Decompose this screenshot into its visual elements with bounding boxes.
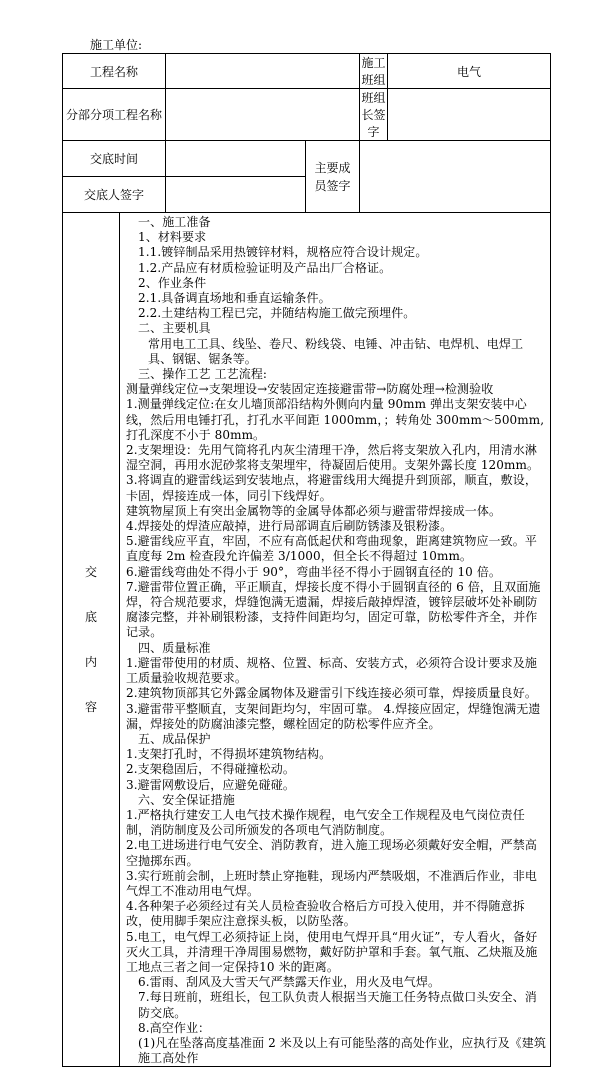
leader-sign-label: 班组长签字	[360, 89, 388, 141]
content-line: 4.各种架子必须经过有关人员检查验收合格后方可投入使用，并不得随意拆改，使用脚手架应注意探头板，以防坠落。	[126, 899, 525, 929]
content-line: 1.支架打孔时，不得损坏建筑物结构。	[126, 747, 332, 762]
content-line: 三、操作工艺 工艺流程:	[138, 367, 268, 382]
content-line: 1.严格执行建安工人电气技术操作规程，电气安全工作规程及电气岗位责任制，消防制度及公司所颁发的各项电气消防制度。	[126, 807, 525, 838]
subproject-label: 分部分项工程名称	[63, 89, 166, 141]
leader-sign-value[interactable]	[388, 89, 551, 141]
content-line: 3.实行班前会制，上班时禁止穿拖鞋，现场内严禁吸烟，不准酒后作业，非电气焊工不准动用电气焊。	[126, 868, 537, 898]
content-side-label	[63, 213, 120, 1067]
content-line: 四、质量标准	[138, 640, 211, 655]
side-char-4: 容	[84, 699, 97, 714]
content-line: 2.支架埋设：先用气筒将孔内灰尘清理干净，然后将支架放入孔内，用清水淋湿空洞，再用水泥砂浆将支架埋牢，待凝固后使用。支架外露长度 120mm。	[126, 443, 540, 473]
content-line: 1、材料要求	[138, 230, 207, 245]
content-line: 2.支架稳固后，不得碰撞松动。	[126, 762, 295, 777]
content-line: 五、成品保护	[138, 731, 211, 746]
content-line: 3.避雷网敷设后，应避免碰碰。	[126, 777, 295, 792]
content-line: 5.电工，电气焊工必须持证上岗，使用电气焊开具“用火证”，专人看火，备好灭火工具，并清理干净周围易燃物，戴好防护罩和手套。氧气瓶、乙炔瓶及施工地点三者之间一定保持10 米的距离。	[126, 929, 538, 974]
handover-time-label: 交底时间	[63, 141, 166, 177]
content-line: 六、安全保证措施	[138, 792, 235, 807]
content-line: 2.1.具备调直场地和垂直运输条件。	[138, 291, 331, 306]
content-line: 2.2.土建结构工程已完，并随结构施工做完预埋件。	[138, 306, 416, 321]
content-line: 1.测量弹线定位:在女儿墙顶部沿结构外侧向内量 90mm 弹出支架安装中心线，然后用电锤打孔，打孔水平间距 1000mm，；转角处 300mm～500mm,打孔深度不小于 80mm。	[126, 397, 545, 442]
content-line: 3.避雷带平整顺直，支架间距均匀，牢固可靠。 4.焊接应固定，焊缝饱满无遗漏，焊接处的防腐油漆完整，螺栓固定的防松零件应齐全。	[126, 701, 541, 731]
content-line: 2.电工进场进行电气安全、消防教育，进入施工现场必须戴好安全帽，严禁高空抛掷东西。	[126, 838, 537, 868]
handover-content	[120, 213, 551, 1067]
content-line: 2、作业条件	[138, 275, 207, 290]
content-line: 二、主要机具	[138, 321, 211, 336]
side-char-3: 内	[84, 654, 97, 669]
content-line: 4.焊接处的焊渣应敲掉，进行局部调直后刷防锈漆及银粉漆。	[126, 519, 453, 534]
handover-person-value[interactable]	[166, 177, 306, 213]
construction-unit-label: 施工单位:	[90, 38, 143, 52]
main-members-value[interactable]	[360, 141, 551, 213]
content-line: 8.高空作业：	[138, 1020, 211, 1035]
content-line: 建筑物屋顶上有突出金属物等的金属导体都必须与避雷带焊接成一体。	[126, 503, 502, 518]
content-line: 3.将调直的避雷线运到安装地点，将避雷线用大绳提升到顶部，顺直，敷设，卡固，焊接连成一体，同引下线焊好。	[126, 473, 537, 503]
content-line: 7.避雷带位置正确，平正顺直，焊接长度不得小于圆钢直径的 6 倍，且双面施焊，符合规范要求，焊缝饱满无遗漏，焊接后敲掉焊渣，镀锌层破坏处补刷防腐漆完整，并补刷银粉漆，支持件间距均匀，固定可靠，防松零件齐全，并作记录。	[126, 579, 541, 640]
content-line: 测量弹线定位→支架埋设→安装固定连接避雷带→防腐处理→检测验收	[126, 382, 494, 397]
project-name-label: 工程名称	[63, 54, 166, 89]
content-line: 一、施工准备	[138, 215, 211, 229]
content-line: 1.1.镀锌制品采用热镀锌材料，规格应符合设计规定。	[138, 245, 428, 260]
content-line: 1.2.产品应有材质检验证明及产品出厂合格证。	[138, 260, 392, 275]
content-line: 6.避雷线弯曲处不得小于 90°，弯曲半径不得小于圆钢直径的 10 倍。	[126, 564, 502, 579]
handover-form	[62, 53, 551, 1067]
handover-person-label: 交底人签字	[63, 177, 166, 213]
content-line: 1.避雷带使用的材质、规格、位置、标高、安装方式，必须符合设计要求及施工质量验收规范要求。	[126, 655, 537, 686]
subproject-value[interactable]	[166, 89, 360, 141]
content-line: 5.避雷线应平直，牢固，不应有高低起伏和弯曲现象，距离建筑物应一致。平直度每 2m 检查段允许偏差 3/1000，但全长不得超过 10mm。	[126, 534, 537, 564]
main-members-label-text: 主要成员签字	[314, 160, 351, 193]
team-value[interactable]: 电气	[388, 54, 551, 89]
side-char-2: 底	[84, 609, 97, 624]
main-members-label	[306, 141, 360, 213]
content-line: 7.每日班前，班组长，包工队负责人根据当天施工任务特点做口头安全、消防交底。	[138, 990, 537, 1020]
team-label: 施工班组	[360, 54, 388, 89]
content-line: (1)凡在坠落高度基准面 2 米及以上有可能坠落的高处作业，应执行及《建筑施工高处作	[138, 1035, 546, 1066]
content-line: 2.建筑物顶部其它外露金属物体及避雷引下线连接必须可靠，焊接质量良好。	[126, 686, 537, 701]
project-name-value[interactable]	[166, 54, 360, 89]
side-char-1: 交	[84, 564, 97, 579]
content-line: 6.雷雨、刮风及大雪天气严禁露天作业，用火及电气焊。	[138, 975, 441, 990]
content-line: 常用电工工具、线坠、卷尺、粉线袋、电锤、冲击钻、电焊机、电焊工具、钢锯、锯条等。	[148, 336, 524, 366]
handover-time-value[interactable]	[166, 141, 306, 177]
